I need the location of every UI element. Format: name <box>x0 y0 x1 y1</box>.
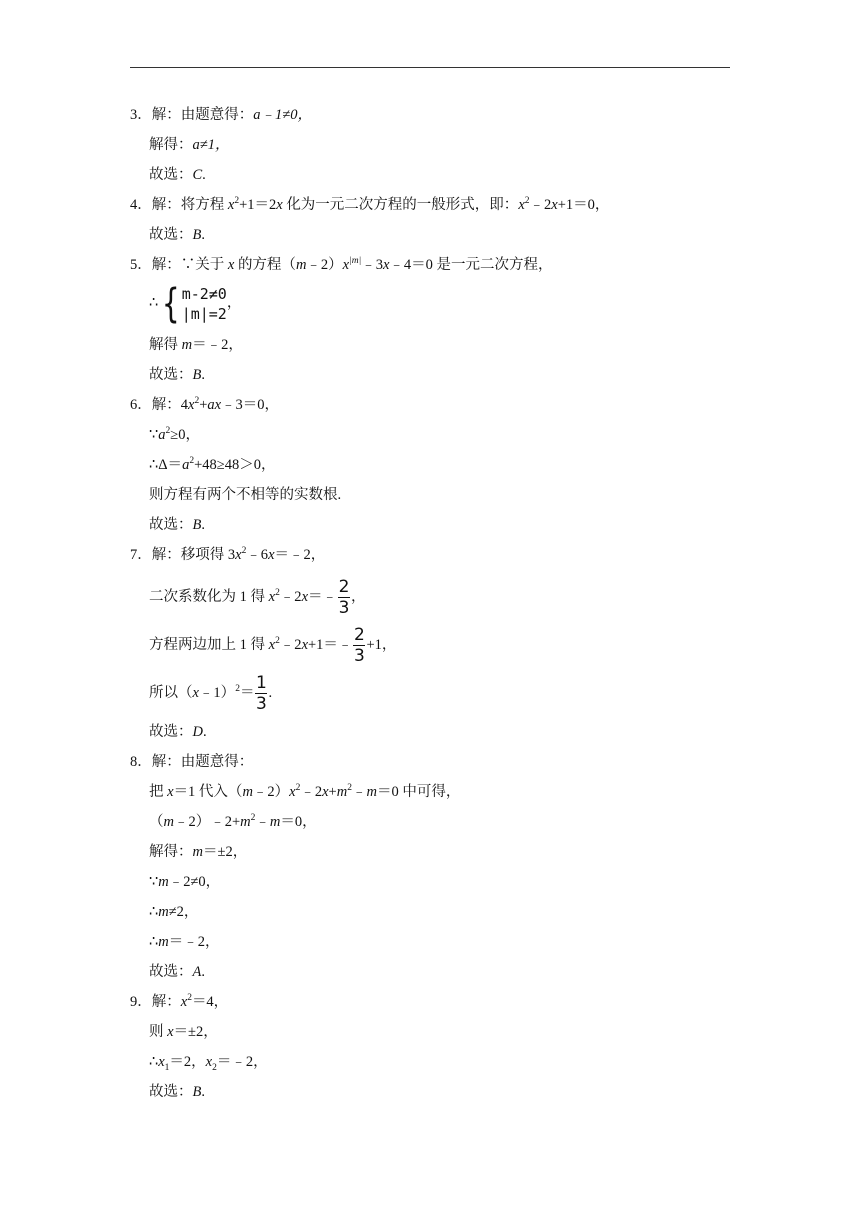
answer-letter: B <box>192 367 202 383</box>
text: 7．解：移项得 3 <box>130 547 236 563</box>
text: ﹣1） <box>198 685 236 701</box>
sol8-line7 <box>149 932 219 952</box>
exponent: 2 <box>347 783 352 793</box>
math: x <box>289 784 296 800</box>
math: x <box>342 257 350 273</box>
fraction <box>255 674 267 713</box>
text: ﹣3＝0， <box>221 397 280 413</box>
sol7-line4 <box>149 673 272 713</box>
math: m <box>158 934 169 950</box>
text: 故选： <box>149 517 193 533</box>
math: x <box>268 547 275 563</box>
text: ﹣4＝0 是一元二次方程， <box>389 257 553 273</box>
text: 故选： <box>149 1084 193 1100</box>
numerator: 2 <box>354 625 365 646</box>
text: 8．解：由题意得： <box>130 754 254 770</box>
text: ﹣6 <box>246 547 269 563</box>
math: a <box>158 427 166 443</box>
text: （ <box>149 814 164 830</box>
text: ＝﹣2， <box>168 934 220 950</box>
text: +1＝2 <box>239 197 277 213</box>
sol9-line1 <box>130 992 228 1012</box>
text: ＝0 中可得， <box>376 784 461 800</box>
sol8-answer <box>149 962 205 982</box>
math: a﹣1≠0， <box>253 107 312 123</box>
text: 故选： <box>149 367 193 383</box>
text: ﹣2 <box>300 784 323 800</box>
equation-system <box>158 280 227 327</box>
exponent: |m| <box>349 256 362 266</box>
sol7-answer <box>149 722 207 742</box>
text: . <box>201 227 205 243</box>
sol5-answer <box>149 365 205 385</box>
math: m <box>269 814 281 830</box>
exponent: 2 <box>524 196 530 206</box>
text: ＝0， <box>280 814 317 830</box>
text: 9．解： <box>130 994 181 1010</box>
text: ＝±2， <box>202 844 248 860</box>
exponent: 2 <box>189 456 195 466</box>
text: +1， <box>366 637 397 653</box>
subscript: 1 <box>164 1063 170 1073</box>
answer-letter: C <box>192 167 203 183</box>
text: 4．解：将方程 <box>130 197 228 213</box>
text: ＝ <box>239 685 255 701</box>
answer-letter: B <box>192 227 202 243</box>
math: x <box>322 784 329 800</box>
math: x <box>205 1054 213 1070</box>
numerator: 2 <box>338 577 350 598</box>
text: ﹣2）﹣2+ <box>173 814 241 830</box>
text: ＝﹣2， <box>216 1054 268 1070</box>
text: . <box>201 1084 205 1100</box>
sol4-line1 <box>130 195 609 215</box>
math: x <box>301 589 308 605</box>
math: m <box>366 784 377 800</box>
text: +48≥48＞0， <box>194 457 276 473</box>
text: ﹣2 <box>529 197 552 213</box>
text: 则方程有两个不相等的实数根. <box>149 487 342 503</box>
exponent: 2 <box>275 636 280 646</box>
answer-letter: D <box>192 724 203 740</box>
text: . <box>202 167 206 183</box>
text: 5．解：∵关于 <box>130 257 228 273</box>
subscript: 2 <box>212 1063 217 1073</box>
math: m <box>192 844 203 860</box>
math: ax <box>207 397 222 413</box>
text: . <box>268 685 273 701</box>
math: m <box>295 257 307 273</box>
sol9-answer <box>149 1082 205 1102</box>
text: ﹣3 <box>361 257 383 273</box>
sol8-line2 <box>149 782 460 802</box>
math: x <box>518 197 525 213</box>
math: x <box>158 1054 165 1070</box>
text: 解得 <box>149 337 182 353</box>
text: +1＝0， <box>557 197 610 213</box>
sol5-system: ∴ { m-2≠0 |m|=2 ， <box>149 280 242 327</box>
sol7-line2 <box>149 577 366 617</box>
header-rule <box>130 67 730 68</box>
sol5-line1 <box>130 255 553 275</box>
text: ≠2， <box>168 904 199 920</box>
text: + <box>328 784 337 800</box>
text: 把 <box>149 784 168 800</box>
text: ＝﹣ <box>308 589 337 605</box>
exponent: 2 <box>165 426 171 436</box>
sol8-line5 <box>149 872 220 892</box>
text: ﹣2≠0， <box>168 874 221 890</box>
text: ＝﹣2， <box>192 337 243 353</box>
fraction <box>338 578 350 617</box>
text: ， <box>351 589 366 605</box>
sol7-line1 <box>130 545 325 565</box>
text: ﹣ <box>351 784 367 800</box>
exponent: 2 <box>194 396 200 406</box>
text: 二次系数化为 1 得 <box>149 589 269 605</box>
sol8-line4 <box>149 842 247 862</box>
sol6-answer <box>149 515 205 535</box>
math: x <box>268 637 276 653</box>
system-row-1: m-2≠0 <box>181 284 227 303</box>
math: x <box>167 1024 174 1040</box>
exponent: 2 <box>250 813 256 823</box>
math: m <box>181 337 193 353</box>
text: ∴ <box>149 904 159 920</box>
math: m <box>163 814 174 830</box>
denominator: 3 <box>338 598 350 619</box>
math: m <box>158 904 169 920</box>
text: ＝2， <box>169 1054 206 1070</box>
text: ＝1 代入（ <box>173 784 243 800</box>
sol5-result <box>149 335 243 355</box>
text: + <box>199 397 208 413</box>
sol8-line6 <box>149 902 198 922</box>
therefore-symbol: ∴ <box>149 295 159 311</box>
exponent: 2 <box>241 546 247 556</box>
math: a≠1， <box>192 137 230 153</box>
text: 所以（ <box>149 685 193 701</box>
math: x <box>167 784 174 800</box>
text: ∴ <box>149 934 159 950</box>
sol6-line1 <box>130 395 279 415</box>
math: x <box>382 257 390 273</box>
denominator: 3 <box>354 646 365 667</box>
exponent: 2 <box>187 993 192 1003</box>
sol6-line3 <box>149 455 275 475</box>
math: m <box>242 784 253 800</box>
text: ∴Δ＝ <box>149 457 183 473</box>
text: 解得： <box>149 137 193 153</box>
exponent: 2 <box>235 684 240 694</box>
sol4-answer <box>149 225 205 245</box>
text: ≥0， <box>170 427 200 443</box>
math: m <box>158 874 169 890</box>
text: ﹣ <box>255 814 270 830</box>
text: 3．解：由题意得： <box>130 107 254 123</box>
text: 故选： <box>149 964 193 980</box>
text: 化为一元二次方程的一般形式，即： <box>282 197 519 213</box>
sol3-answer <box>149 165 206 185</box>
text: ﹣2 <box>279 589 302 605</box>
math: x <box>227 197 235 213</box>
exponent: 2 <box>275 588 280 598</box>
text: 则 <box>149 1024 168 1040</box>
text: ∴ <box>149 1054 159 1070</box>
text: . <box>201 517 205 533</box>
text: 的方程（ <box>234 257 296 273</box>
math: m <box>240 814 251 830</box>
sol7-line3 <box>149 625 396 665</box>
text: 故选： <box>149 724 193 740</box>
math: x <box>301 637 308 653</box>
text: 6．解：4 <box>130 397 188 413</box>
sol9-line3 <box>149 1052 268 1072</box>
answer-letter: B <box>192 517 202 533</box>
math: x <box>188 397 195 413</box>
text: 方程两边加上 1 得 <box>149 637 269 653</box>
text: ﹣2） <box>252 784 290 800</box>
answer-letter: A <box>192 964 202 980</box>
math: a <box>182 457 190 473</box>
exponent: 2 <box>234 196 240 206</box>
text: 故选： <box>149 167 193 183</box>
math: x <box>192 685 199 701</box>
math: x <box>235 547 242 563</box>
sol6-line2 <box>149 425 200 445</box>
system-row-2: |m|=2 <box>181 304 227 323</box>
text: 解得： <box>149 844 193 860</box>
sol6-line4 <box>149 485 341 505</box>
brace-icon: { <box>162 280 180 327</box>
sol8-line3 <box>149 812 317 832</box>
text: . <box>202 724 207 740</box>
math: x <box>551 197 558 213</box>
math: m <box>336 784 348 800</box>
answer-letter: B <box>192 1084 202 1100</box>
text: ＝4， <box>191 994 229 1010</box>
sol3-line2 <box>149 135 229 155</box>
sol8-line1 <box>130 752 253 772</box>
denominator: 3 <box>256 694 267 715</box>
exponent: 2 <box>295 783 301 793</box>
numerator: 1 <box>256 673 267 694</box>
text: ﹣2） <box>306 257 343 273</box>
text: ∵ <box>149 427 159 443</box>
text: ＝±2， <box>173 1024 218 1040</box>
math: x <box>180 994 188 1010</box>
sol9-line2 <box>149 1022 218 1042</box>
math: x <box>268 589 276 605</box>
text: . <box>201 964 205 980</box>
math: x <box>227 257 235 273</box>
sol3-line1 <box>130 105 312 125</box>
text: ﹣2 <box>279 637 302 653</box>
text: 故选： <box>149 227 193 243</box>
fraction <box>353 626 365 665</box>
math: x <box>276 197 283 213</box>
text: +1＝﹣ <box>308 637 353 653</box>
text: ＝﹣2， <box>274 547 326 563</box>
text: . <box>201 367 205 383</box>
text: ∵ <box>149 874 159 890</box>
